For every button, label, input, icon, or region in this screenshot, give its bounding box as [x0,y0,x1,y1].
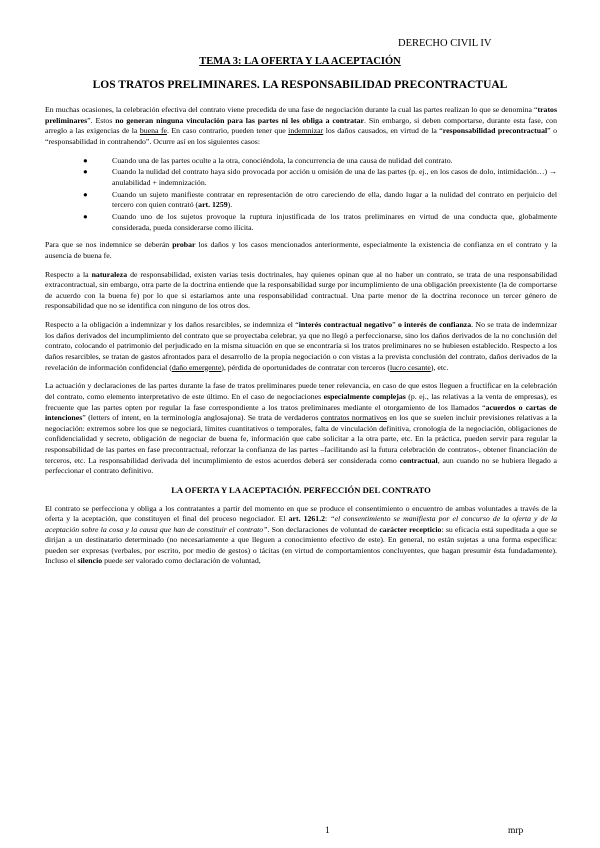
page-number: 1 [325,826,330,836]
page-title: TEMA 3: LA OFERTA Y LA ACEPTACIÓN [199,56,401,67]
paragraph-prueba: Para que se nos indemnice se deberán probar los daños y los casos mencionados anteriormente, especialmente la existencia de confianza en el contrato y la ausencia de buena fe. [45,240,557,260]
bullet-icon: ● [83,167,88,177]
bullet-icon: ● [83,155,88,165]
page-subtitle: LOS TRATOS PRELIMINARES. LA RESPONSABILIDAD PRECONTRACTUAL [92,79,508,91]
paragraph-naturaleza: Respecto a la naturaleza de responsabilidad, existen varias tesis doctrinales, hay quienes opinan que al no haber un contrato, se trata de una responsabilidad extracontractual, sin embargo, otra parte de la doctrina entiende que la responsabilidad surge por incumplimiento de una obligación preexistente (la de comportarse de acuerdo con la buena fe) por lo que si estaríamos ante una responsabilidad contractual. Una parte menor de la doctrina reconoce un tercer género de responsabilidad que no se identifica con ninguno de los otros dos. [45,269,557,311]
paragraph-tratos-preliminares: En muchas ocasiones, la celebración efectiva del contrato viene precedida de una fase de negociación durante la cual las partes realizan lo que se denomina “tratos preliminares”. Estos no generan ninguna vinculación para las partes ni les obliga a contratar. Sin embargo, si deben comportarse, durante esta fase, con arreglo a las exigencias de la buena fe. En caso contrario, pueden tener que indemnizar los daños causados, en virtud de la “responsabilidad precontractual” o “responsabilidad in contrahendo”. Ocurre así en los siguientes casos: [45,105,557,146]
course-header: DERECHO CIVIL IV [398,38,492,49]
cases-list [45,156,557,234]
paragraph-acuerdos: La actuación y declaraciones de las partes durante la fase de tratos preliminares puede tener relevancia, en caso de que estos lleguen a fructificar en la celebración del contrato, como elemento interpretativo de este último. En el caso de negociaciones especialmente complejas (p. ej., las relativas a la venta de empresas), es frecuente que las partes opten por regular la fase correspondiente a los tratos preliminares mediante el otorgamiento de los llamados “acuerdos o cartas de intenciones” (letters of intent, en la terminología anglosajona). Se trata de verdaderos contratos normativos en los que se suelen incluir previsiones relativas a la negociación: extremos sobre los que se negociará, límites cuantitativos o temporales, falta de vinculación definitiva, cronología de la negociación, obligaciones de confidencialidad y secreto, obligación de negociar de buena fe, información que cabe solicitar a la otra parte, etc. En la práctica, pueden servir para regular la responsabilidad de las partes en fase precontractual, reforzar la confianza de las partes –facilitando así la futura celebración de contratos-, obtener financiación de terceros, etc. La responsabilidad derivada del incumplimiento de estos acuerdos deberá ser considerada como contractual, aun cuando no se hubiera llegado a perfeccionar el contrato definitivo. [45,381,558,476]
bullet-icon: ● [83,189,88,199]
list-item: ● Cuando un sujeto manifieste contratar en representación de otro careciendo de ella, dando lugar a la nulidad del contrato en perjuicio del tercero con quien contrató (art. 1259). [83,189,557,210]
document-body [45,105,557,575]
list-item: ● Cuando uno de los sujetos provoque la ruptura injustificada de los tratos preliminares en virtud de una conducta que, globalmente considerada, pueda considerarse como ilícita. [83,212,557,232]
bullet-icon: ● [83,212,88,222]
paragraph-danos-resarcibles: Respecto a la obligación a indemnizar y los daños resarcibles, se indemniza el “interés contractual negativo” o interés de confianza. No se trata de indemnizar los daños derivados del incumplimiento del contrato que se proyectaba celebrar, ya que no llegó a perfeccionarse, sino los daños derivados de la no conclusión del contrato, colocando el patrimonio del perjudicado en la misma situación en que se encontraría si los tratos preliminares no se hubiesen establecido. Respecto a los daños resarcibles, se tratan de gastos afrontados para el desarrollo de la propia negociación o con vistas a la prevista conclusión del contrato, daños derivados de la revelación de información confidencial (daño emergente), pérdida de oportunidades de contratar con terceros (lucro cesante), etc. [45,320,558,372]
author-initials: mrp [508,826,524,836]
section-heading: LA OFERTA Y LA ACEPTACIÓN. PERFECCIÓN DEL CONTRATO [171,484,431,495]
list-item: ● Cuando la nulidad del contrato haya sido provocada por acción u omisión de una de las partes (p. ej., en los casos de dolo, intimidación…) → anulabilidad + indemnización. [83,167,557,187]
paragraph-perfeccion: El contrato se perfecciona y obliga a los contratantes a partir del momento en que se produce el consentimiento o encuentro de ambas voluntades a través de la oferta y la aceptación, que constituyen el final del proceso negociador. El art. 1261.2: “el consentimiento se manifiesta por el concurso de la oferta y de la aceptación sobre la cosa y la causa que han de constituir el contrato”. Son declaraciones de voluntad de carácter recepticio: su eficacia está supeditada a que se dirijan a un destinatario determinado (no necesariamente a que lleguen a conocimiento efectivo de este). En general, no están sujetas a una forma específica: pueden ser expresas (verbales, por escrito, por medio de gestos) o tácitas (en virtud de comportamientos concluyentes, que hagan presumir ésta fundadamente). Incluso el silencio puede ser valorado como declaración de voluntad, [45,503,558,566]
list-item: ● Cuando una de las partes oculte a la otra, conociéndola, la concurrencia de una causa de nulidad del contrato. [83,155,453,165]
